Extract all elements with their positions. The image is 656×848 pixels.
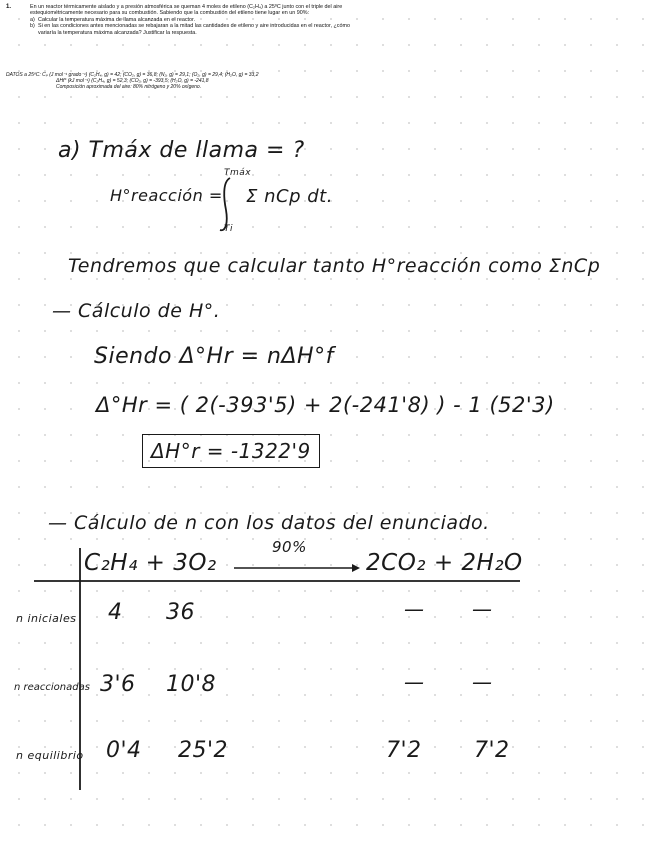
cell-reaccionadas-c2h4: 3'6 [100,672,136,697]
cell-iniciales-c2h4: 4 [108,600,123,625]
cell-equilibrio-co2: 7'2 [386,738,422,763]
datos-line-cp: DATOS a 25ºC: Cₚ (J mol⁻¹ grado⁻¹) (C₂H₄, g) = 42; (CO₂, g) = 36,8; (N₂, g) = 29,1; (O₂, g) = 29,4; (H₂O, g) = 33,2 [6,72,259,78]
cell-reaccionadas-h2o: — [472,670,493,694]
calculo-h-heading: — Cálculo de H°. [52,300,221,322]
reaction-yield: 90% [272,538,307,556]
cell-equilibrio-o2: 25'2 [178,738,229,763]
datos-line-air: Composición aproximada del aire: 80% nitrógeno y 20% oxígeno. [56,84,202,90]
siendo-line: Siendo Δ°Hr = nΔH°f [94,344,334,369]
calculo-n-heading: — Cálculo de n con los datos del enunciado. [48,512,490,534]
cell-reaccionadas-co2: — [404,670,425,694]
item-text: Calcular la temperatura máxima de llama alcanzada en el reactor. [38,16,196,23]
integral-upper-limit: Tmáx [224,168,252,178]
problem-number: 1. [6,4,12,10]
part-a-question: a) Tmáx de llama = ? [58,138,305,163]
item-text: Si en las condiciones antes mencionadas se rebajaran a la mitad las cantidades de etileno y aire introducidas en el reactor, ¿cómo variaría la temperatura máxima alcanzada? Justificar la respuesta. [38,23,350,36]
integral-sign [220,178,230,230]
item-tag: a) [30,16,35,23]
cell-iniciales-h2o: — [472,597,493,621]
cell-equilibrio-c2h4: 0'4 [106,738,142,763]
reaction-reactants: C₂H₄ + 3O₂ [84,550,217,576]
delta-h-expression: Δ°Hr = ( 2(-393'5) + 2(-241'8) ) - 1 (52'3) [96,393,555,417]
reaction-arrowhead [352,564,360,572]
delta-h-result: ΔH°r = -1322'9 [142,434,320,468]
integral-lhs: H°reacción = [110,186,223,205]
problem-text: En un reactor térmicamente aislado y a presión atmosférica se queman 4 moles de etileno (C₂H₄) a 25ºC junto con el triple del aire estequiométricamente necesario para su combustión. Sabiendo que la combustión del etileno tiene lugar en un 90%: [30,4,343,17]
row-label-iniciales: n iniciales [16,612,77,625]
cell-iniciales-o2: 36 [166,600,195,625]
reaction-products: 2CO₂ + 2H₂O [366,550,523,576]
integral-body: Σ nCp dt. [246,186,333,207]
cell-reaccionadas-o2: 10'8 [166,672,217,697]
integral-lower-limit: Ti [224,224,233,234]
item-tag: b) [30,23,35,30]
cell-equilibrio-h2o: 7'2 [474,738,510,763]
row-label-equilibrio: n equilibrio [16,749,84,762]
datos-line-hf: ΔHf° (kJ mol⁻¹) (C₂H₄, g) = 52,3; (CO₂, g) = -393,5; (H₂O, g) = -241,8 [56,78,209,84]
row-label-reaccionadas: n reaccionadas [14,682,90,693]
cell-iniciales-co2: — [404,597,425,621]
tendremos-line: Tendremos que calcular tanto H°reacción como ΣnCp [68,255,601,277]
